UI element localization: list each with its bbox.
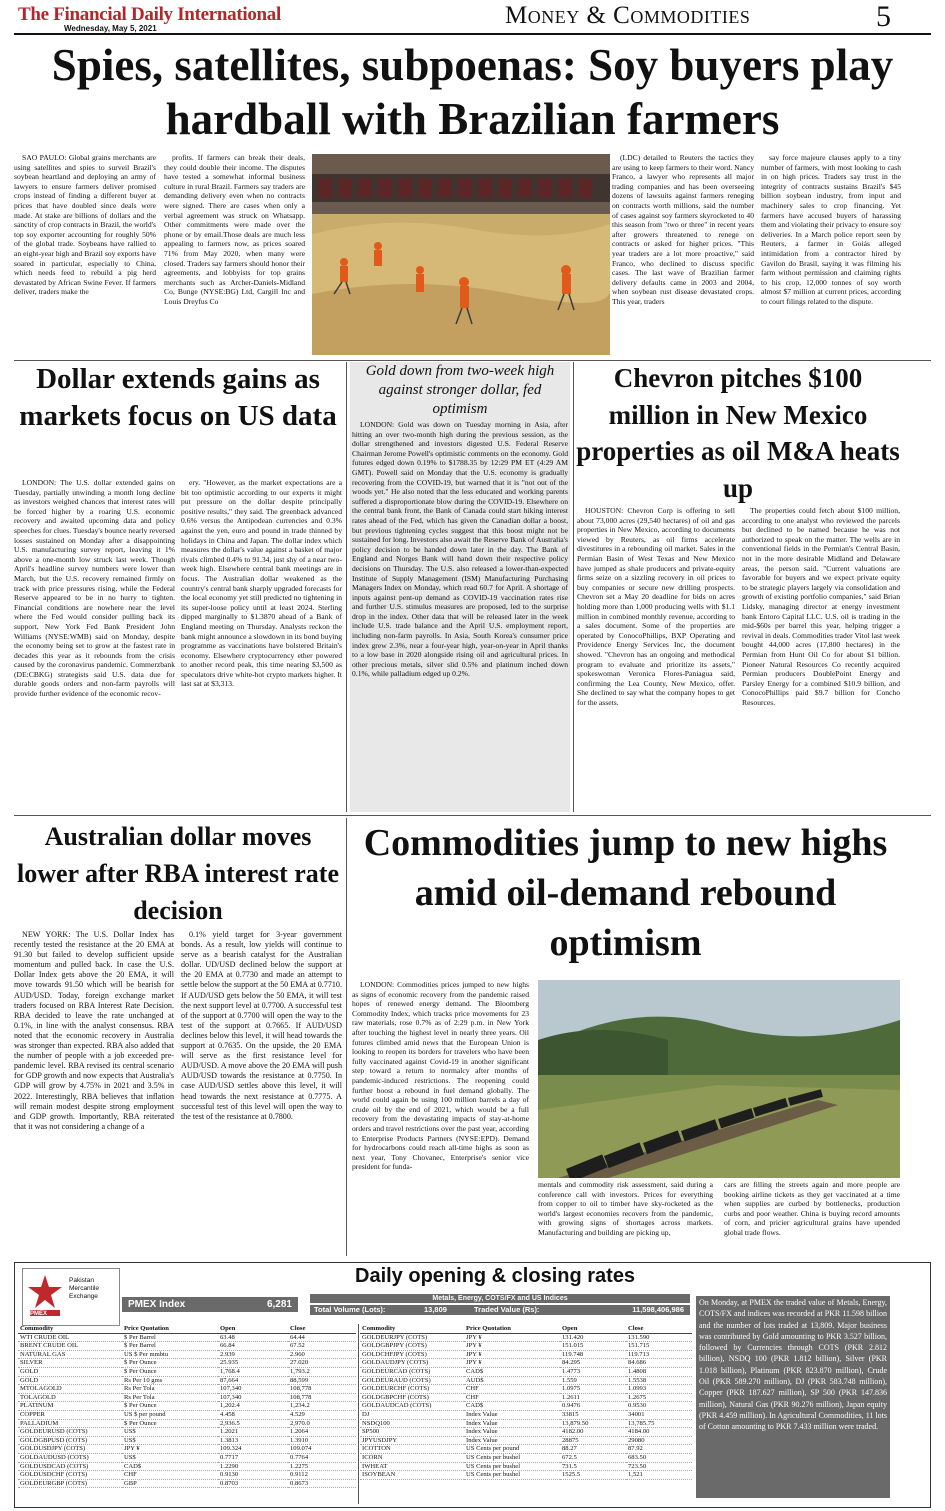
quotation-cell: Index Value: [464, 1419, 560, 1428]
table-row: [360, 1376, 692, 1385]
commodity-cell: GOLDAUDJPY (COTS): [360, 1359, 464, 1368]
tank-train-image: [538, 980, 900, 1178]
table-row: [18, 1342, 356, 1351]
close-cell: 0.9112: [288, 1471, 356, 1480]
quotation-cell: JPY ¥: [464, 1359, 560, 1368]
soy-column-2: profits. If farmers can break their deals, they could double their income. The disputes have tested a somewhat informal business culture in rural Brazil. Farmers say traders are demanding delivery even when no contracts were signed. There are cases when only a verbal agreement was struck on Whatsapp. Other commitments were made over the phone or by email.Those deals are much less appealing to farmers now, as prices soared 71% from May 2020, when many were closed. Traders say farmers should honor their agreements, and lobbyists for top grains merchants such as Archer-Daniels-Midland Co, Bunge (NYSE:BG) Ltd, Cargill Inc and Louis Dreyfus Co: [164, 153, 305, 306]
divider: [358, 1324, 359, 1504]
open-cell: 1.559: [560, 1376, 626, 1385]
soybean-warehouse-image: [312, 154, 610, 355]
quotation-cell: $ Per Ounce: [122, 1367, 218, 1376]
close-cell: 1.3910: [288, 1436, 356, 1445]
commodity-cell: GOLDEURUSD (COTS): [18, 1428, 122, 1437]
commodity-cell: GOLDCHFJPY (COTS): [360, 1350, 464, 1359]
col-close: Close: [626, 1325, 692, 1333]
commodity-cell: TOLAGOLD: [18, 1393, 122, 1402]
open-cell: 4.458: [218, 1410, 288, 1419]
table-row: [18, 1419, 356, 1428]
table-row: [18, 1393, 356, 1402]
commodities-column-2: mentals and commodity risk assessment, said during a conference call with investors. Prices for everything from copper to oil to timber have sky-rocketed as the world's largest economies recovers from the pandemic, with growing signs of shortages across markets. Manufacturing and building are picking up,: [538, 1180, 713, 1237]
quotation-cell: Rs Per Tola: [122, 1385, 218, 1394]
open-cell: 63.48: [218, 1333, 288, 1342]
table-row: [18, 1471, 356, 1480]
open-cell: 119.748: [560, 1350, 626, 1359]
close-cell: 108,778: [288, 1393, 356, 1402]
open-cell: 1525.5: [560, 1471, 626, 1480]
close-cell: 4184.00: [626, 1428, 692, 1437]
rates-table-left: [18, 1325, 356, 1488]
open-cell: 672.5: [560, 1453, 626, 1462]
table-row: [18, 1436, 356, 1445]
open-cell: 1.0975: [560, 1385, 626, 1394]
close-cell: 1,793.2: [288, 1367, 356, 1376]
commodity-cell: GOLDEURJPY (COTS): [360, 1333, 464, 1342]
quotation-cell: CAD$: [464, 1367, 560, 1376]
quotation-cell: JPY ¥: [464, 1350, 560, 1359]
dollar-column-2: ery. "However, as the market expectations are a bit too optimistic according to our experts it might put pressure on the dollar despite principally positive results," they said. The greenback advanced 0.6% versus the Antipodean currencies and 0.3% against the yen, euro and pound in trade thinned by holidays in China and Japan. The dollar index which measures the dollar's value against a basket of major rivals climbed 0.4% to 91.34, just shy of a near two-week high. Elsewhere central bank meetings are in focus. The Australian dollar weakened as the country's central bank sharply upgraded forecasts for the local economy yet still predicted no tightening in its super-loose policy until at least 2024. Sterling dipped marginally to $1.3870 ahead of a Bank of England meeting on Thursday. Analysts reckon the bank might announce a slowdown in its bond buying programme as vaccinations have bolstered Britain's economy. Elsewhere cryptocurrency ether powered to another record peak, this time nearing $3,500 as speculators drive white-hot crypto markets higher. It last sat at $3,313.: [181, 478, 342, 689]
commodity-cell: GOLDGBPCHF (COTS): [360, 1393, 464, 1402]
open-cell: 107,340: [218, 1393, 288, 1402]
open-cell: 731.5: [560, 1462, 626, 1471]
commodity-cell: IWHEAT: [360, 1462, 464, 1471]
open-cell: 0.9476: [560, 1402, 626, 1411]
close-cell: 1,521: [626, 1471, 692, 1480]
col-open: Open: [218, 1325, 288, 1333]
open-cell: 2,936.5: [218, 1419, 288, 1428]
pmex-logo-text: Pakistan Mercantile Exchange: [69, 1277, 99, 1300]
table-row: [360, 1436, 692, 1445]
chevron-column-1: HOUSTON: Chevron Corp is offering to sell about 73,000 acres (29,540 hectares) of oil and gas properties in New Mexico, according to documents viewed by Reuters, as oil firms accelerate divestitures in a rebounding oil market. Sales in the Permian Basin of West Texas and New Mexico have jumped as shale producers and private-equity firms seize on a sizzling recovery in oil prices to buy companies or secure new drilling prospects. Chevron set a May 20 deadline for bids on acres holding more than 1,000 producing wells with $1.1 million in combined monthly revenue, according to a sales document. Some of the properties are operated by ConocoPhillips, BXP Operating and Providence Energy Services Inc, the document showed. "Chevron has an ongoing and methodical program to evaluate and prioritize its assets," spokeswoman Veronica Flores-Paniagua said, confirming the Lea County, New Mexico, offer. She declined to say what the company hopes to get for the assets.: [577, 506, 735, 707]
commodity-cell: GOLDEURGBP (COTS): [18, 1479, 122, 1488]
quotation-cell: US Cents per bushel: [464, 1462, 560, 1471]
open-cell: 28875: [560, 1436, 626, 1445]
table-row: [360, 1410, 692, 1419]
commodity-cell: ISOYBEAN: [360, 1471, 464, 1480]
close-cell: 109.074: [288, 1445, 356, 1454]
close-cell: 1.4808: [626, 1367, 692, 1376]
open-cell: 2.939: [218, 1350, 288, 1359]
close-cell: 2.960: [288, 1350, 356, 1359]
open-cell: 1.4773: [560, 1367, 626, 1376]
table-row: [360, 1393, 692, 1402]
table-row: [360, 1471, 692, 1480]
soy-headline: Spies, satellites, subpoenas: Soy buyers play hardball with Brazilian farmers: [51, 40, 894, 144]
open-cell: 33815: [560, 1410, 626, 1419]
quotation-cell: $ Per Ounce: [122, 1419, 218, 1428]
aud-column-1: NEW YORK: The U.S. Dollar Index has recently tested the resistance at the 20 EMA at 91.30 but failed to develop sufficient upside momentum and pulled back. In case the U.S. Dollar Index gets above the 20 EMA, it will move towards 91.50 which will be bearish for AUD/USD. Today, foreign exchange market traders focused on RBA Interest Rate Decision. RBA decided to leave the rate unchanged at 0.1%, in line with the analyst consensus. RBA noted that the economic recovery in Australia was stronger than expected. RBA also added that the number of people with a job exceeded pre-pandemic level. RBA revised its central scenario for GDP growth and now expects that Australia's GDP will grow by 4.75% in 2021 and 3.5% in 2022. Interestingly, RBA believes that inflation will remain modest despite strong employment and GDP growth. Importantly, RBA reiterated that it was not considering a change of a: [14, 930, 174, 1131]
dollar-headline: Dollar extends gains as markets focus on US data: [19, 363, 337, 432]
commodities-column-3: cars are filling the streets again and more people are booking airline tickets as they get vaccinated at a time when supplies are curbed by bottlenecks, production curbs and poor weather. China is buying record amounts of corn, and pricier agricultural grains have upended global trade flows.: [724, 1180, 900, 1237]
table-row: [360, 1385, 692, 1394]
open-cell: 109.324: [218, 1445, 288, 1454]
traded-value-label: Traded Value (Rs):: [474, 1305, 540, 1314]
close-cell: 27.020: [288, 1359, 356, 1368]
quotation-cell: US$: [122, 1436, 218, 1445]
commodity-cell: WTI CRUDE OIL: [18, 1333, 122, 1342]
close-cell: 1.0993: [626, 1385, 692, 1394]
rates-table-right: [360, 1325, 692, 1480]
quotation-cell: Index Value: [464, 1410, 560, 1419]
close-cell: 0.8673: [288, 1479, 356, 1488]
quotation-cell: Rs Per 10 gms: [122, 1376, 218, 1385]
quotation-cell: Index Value: [464, 1436, 560, 1445]
commodity-cell: GOLDEURCHF (COTS): [360, 1385, 464, 1394]
close-cell: 1.2064: [288, 1428, 356, 1437]
table-row: [360, 1428, 692, 1437]
table-row: [18, 1350, 356, 1359]
table-row: [360, 1342, 692, 1351]
table-row: [18, 1367, 356, 1376]
quotation-cell: JPY ¥: [464, 1333, 560, 1342]
newspaper-title: The Financial Daily International: [18, 4, 281, 25]
close-cell: 683.50: [626, 1453, 692, 1462]
commodity-cell: MTOLAGOLD: [18, 1385, 122, 1394]
commodity-cell: SP500: [360, 1428, 464, 1437]
divider: [573, 362, 574, 812]
table-row: [18, 1428, 356, 1437]
commodity-cell: NSDQ100: [360, 1419, 464, 1428]
commodity-cell: GOLD: [18, 1376, 122, 1385]
close-cell: 84.686: [626, 1359, 692, 1368]
col-price-quotation: Price Quotation: [122, 1325, 218, 1333]
close-cell: 1.2275: [288, 1462, 356, 1471]
dollar-column-1: LONDON: The U.S. dollar extended gains on Tuesday, partially unwinding a month long decline as investors weighed chances that interest rates will be forced higher by a roaring U.S. economic recovery and awaited upcoming data and policy speeches for clues. Tuesday's bounce nearly reversed losses sustained on Monday after a disappointing U.S. manufacturing survey report, leaving it 1% above a one-month low struck last week. Though April's headline survey numbers were lower than March, but the U.S. recovery remained firmly on track with price pressures rising, while the Federal Reserve appeared to be in no hurry to tighten. Financial conditions are nowhere near the level where the Fed would consider pulling back its support, New York Fed Bank President John Williams (NYSE:WMB) said on Monday, despite the economy being set to grow at the fastest rate in decades this year as it rebounds from the crisis caused by the coronavirus pandemic. Commerzbank (DE:CBKG) strategists said U.S. data due for durable goods orders and non-farm payrolls will provide further evidence of the economic recov-: [14, 478, 175, 699]
oil-train-photo: [538, 980, 900, 1178]
col-commodity: Commodity: [18, 1325, 122, 1333]
page-number: 5: [876, 0, 891, 33]
quotation-cell: CHF: [122, 1471, 218, 1480]
pmex-index-label: PMEX Index: [128, 1299, 186, 1310]
table-row: [360, 1462, 692, 1471]
commodity-cell: NATURAL GAS: [18, 1350, 122, 1359]
open-cell: 1.2611: [560, 1393, 626, 1402]
soy-column-4: say force majeure clauses apply to a tiny number of farmers, with most looking to cash in on high prices. Traders say trust in the integrity of contracts sustains Brazil's $45 billion soybean industry, from input and machinery sales to crop financing. Yet farmers have accused buyers of harassing them and violating their privacy to ensure soy deliveries. In a March police report seen by Reuters, a farmer in Goiás alleged intimidation from a contractor hired by Gavilon do Brasil, saying it was filming his farm without permission and claiming rights to his crop, 12,000 tonnes of soy worth almost $7 million at current prices, according to court filings related to the dispute.: [761, 153, 901, 306]
close-cell: 4.529: [288, 1410, 356, 1419]
close-cell: 34001: [626, 1410, 692, 1419]
volume-value: 13,809: [424, 1305, 447, 1314]
quotation-cell: CAD$: [464, 1402, 560, 1411]
col-commodity: Commodity: [360, 1325, 464, 1333]
gold-headline: Gold down from two-week high against stronger dollar, fed optimism: [365, 363, 555, 417]
commodity-cell: SILVER: [18, 1359, 122, 1368]
quotation-cell: $ Per Ounce: [122, 1359, 218, 1368]
table-row: [18, 1359, 356, 1368]
close-cell: 29080: [626, 1436, 692, 1445]
commodity-cell: ICOTTON: [360, 1445, 464, 1454]
volume-bar: [310, 1305, 690, 1315]
open-cell: 66.84: [218, 1342, 288, 1351]
trading-summary-box: On Monday, at PMEX the traded value of Metals, Energy, COTS/FX and indices was recorded at PKR 11.598 billion and the number of lots traded at 13,809. Major business was contributed by Gold amounting to PKR 3.527 billion, followed by Currencies through COTS (PKR 2.812 billion), NSDQ 100 (PKR 1.812 billion), Silver (PKR 1.018 billion), Platinum (PKR 823.870 million), Crude Oil (PKR 589.270 million), DJ (PKR 583.748 million), Copper (PKR 187.627 million), SP 500 (PKR 147.836 million), Natural Gas (PKR 90.276 million), Japan equity (PKR 4.459 million). In Agricultural Commodities, 11 lots of Cotton amounting to PKR 7.433 million were traded.: [696, 1296, 890, 1498]
commodity-cell: GOLDAUDUSD (COTS): [18, 1453, 122, 1462]
col-price-quotation: Price Quotation: [464, 1325, 560, 1333]
chevron-headline: Chevron pitches $100 million in New Mexico properties as oil M&A heats up: [576, 363, 900, 503]
commodity-cell: GOLDEURAUD (COTS): [360, 1376, 464, 1385]
quotation-cell: Rs Per Tola: [122, 1393, 218, 1402]
quotation-cell: AUD$: [464, 1376, 560, 1385]
commodity-cell: COPPER: [18, 1410, 122, 1419]
pmex-index-bar: [122, 1297, 298, 1312]
quotation-cell: JPY ¥: [464, 1342, 560, 1351]
close-cell: 88,599: [288, 1376, 356, 1385]
pmex-logo: [22, 1268, 120, 1326]
quotation-cell: US Cents per bushel: [464, 1471, 560, 1480]
masthead-rule: [14, 33, 931, 35]
chevron-column-2: The properties could fetch about $100 million, according to one analyst who reviewed the parcels but declined to be named because he was not authorized to speak on the matter. The wells are in conventional fields in the Permian's Central Basin, not in the more desirable Midland and Delaware areas, the person said. "Current valuations are favorable for buyers and we expect private equity to be strategic players largely via consolidation and growth of existing portfolio companies," said Brian Lidsky, managing director at energy investment bank Entoro Capital LLC. U.S. oil is trading in the mid-$60s per barrel this year, helping trigger a revival in deals. Commodities trader Vitol last week bought 44,000 acres (17,800 hectares) in the Permian from Hunt Oil Co for about $1 billion. Pioneer Natural Resources Co recently acquired Permian producers DoublePoint Energy and Parsley Energy for a combined $10.9 billion, and ConocoPhillips paid $9.7 billion for Concho Resources.: [742, 506, 900, 707]
gold-article-body: LONDON: Gold was down on Tuesday morning in Asia, after hitting an over two-month high during the previous session, as the dollar strengthened and investors digested U.S. Federal Reserve Chairman Jerome Powell's optimistic comments on the economy. Gold futures edged down 0.19% to $1788.35 by 12:29 PM ET (4:29 AM GMT). Powell said on Monday that the U.S. economy is gradually recovering from the COVID-19, but warned that it is "not out of the woods yet." He also noted that the less educated and working parents suffered a disproportionate blow during the COVID-19. Elsewhere on the central bank front, the Bank of Canada could start hiking interest rates ahead of the Fed, which has given the Canadian dollar a boost, but previous tightening cycles suggest that this boost might not be sustained for long. Investors also await the Reserve Bank of Australia's policy decision to be handed down later in the day. The Bank of England and Norges Bank will hand down their respective policy decisions on Thursday. The U.S. also released a lower-than-expected Institute of Supply Management (ISM) Manufacturing Purchasing Managers Index on Monday, which read 60.7 for April. A shortage of inputs against pent-up demand as COVID-19 vaccination rates rise and further U.S. stimulus measures are proposed, led to the surprise drop in the index. Other data that will be released later in the week include U.S. trade balance and the April U.S. employment report, including non-farm payrolls. In Asia, South Korea's consumer price index grew 2.3%, near a four-year high, year-on-year in April thanks to a low base in 2020 alongside rising oil and agricultural prices. In other precious metals, silver slid 0.5% and platinum inched down 0.1%, while palladium edged up 0.2%.: [352, 420, 568, 679]
quotation-cell: US$: [122, 1453, 218, 1462]
table-row: [18, 1410, 356, 1419]
quotation-cell: US $ per pound: [122, 1410, 218, 1419]
quotation-cell: JPY ¥: [122, 1445, 218, 1454]
commodity-cell: GOLDGBPUSD (COTS): [18, 1436, 122, 1445]
quotation-cell: US Cents per pound: [464, 1445, 560, 1454]
commodity-cell: GOLD: [18, 1367, 122, 1376]
aud-column-2: 0.1% yield target for 3-year government bonds. As a result, low yields will continue to serve as a bearish catalyst for the Australian dollar. UD/USD declined below the support at the 20 EMA at 0.7730 and made an attempt to settle below the support at the 50 EMA at 0.7710. If AUD/USD gets below the 50 EMA, it will test the next support level at 0.7700. A successful test of the support at 0.7700 will open the way to the test of the support at 0.7665. If AUD/USD declines below this level, it will head towards the support at 0.7635. On the upside, the 20 EMA will serve as the first resistance level for AUD/USD. A move above the 20 EMA will push AUD/USD towards the resistance at 0.7750. In case AUD/USD settles above this level, it will head towards the next resistance at 0.7775. A successful test of this level will open the way to the test of the resistance at 0.7800.: [181, 930, 342, 1121]
table-row: [18, 1385, 356, 1394]
quotation-cell: CHF: [464, 1385, 560, 1394]
open-cell: 1,768.4: [218, 1367, 288, 1376]
open-cell: 0.8703: [218, 1479, 288, 1488]
open-cell: 107,340: [218, 1385, 288, 1394]
table-row: [18, 1333, 356, 1342]
pmex-logo-abbr: PMEX: [30, 1311, 48, 1317]
close-cell: 1.5538: [626, 1376, 692, 1385]
traded-value: 11,598,406,986: [632, 1305, 684, 1314]
table-row: [18, 1479, 356, 1488]
table-row: [360, 1350, 692, 1359]
divider: [346, 818, 347, 1256]
open-cell: 84.295: [560, 1359, 626, 1368]
open-cell: 0.7717: [218, 1453, 288, 1462]
open-cell: 25.935: [218, 1359, 288, 1368]
quotation-cell: US $ Per mmbtu: [122, 1350, 218, 1359]
table-row: [18, 1445, 356, 1454]
open-cell: 0.9130: [218, 1471, 288, 1480]
table-row: [360, 1445, 692, 1454]
close-cell: 2,970.0: [288, 1419, 356, 1428]
commodities-column-1: LONDON: Commodities prices jumped to new highs as signs of economic recovery from the pandemic raised hopes of renewed energy demand. The Bloomberg Commodity Index, which tracks price movements for 23 raw materials, rose 0.7% as of 2:29 p.m. in New York after touching the highest level in nearly three years. Oil futures climbed amid news that the European Union is looking to reopen its borders for travelers who have been fully vaccinated against Covid-19 in another significant step toward a return to normalcy after months of pandemic-induced restrictions. The reopening could further boost a rebound in fuel demand globally. The world could again be using 100 million barrels a day of crude oil by the end of 2021, which would be a full recovery from the devastating impacts of stay-at-home orders and travel restrictions over the past year, according to Enterprise Products Partners (NYSE:EPD). Demand for hydrocarbons could reach all-time highs as soon as next year, Tony Chovanec, Enterprise's senior vice president for funda-: [352, 980, 529, 1172]
open-cell: 4182.00: [560, 1428, 626, 1437]
commodity-cell: PALLADIUM: [18, 1419, 122, 1428]
commodity-cell: GOLDAUDCAD (COTS): [360, 1402, 464, 1411]
table-row: [360, 1367, 692, 1376]
commodity-cell: GOLDUSDCAD (COTS): [18, 1462, 122, 1471]
quotation-cell: $ Per Ounce: [122, 1402, 218, 1411]
close-cell: 131.590: [626, 1333, 692, 1342]
close-cell: 119.713: [626, 1350, 692, 1359]
open-cell: 151.015: [560, 1342, 626, 1351]
table-row: [360, 1419, 692, 1428]
close-cell: 151.715: [626, 1342, 692, 1351]
open-cell: 1.2290: [218, 1462, 288, 1471]
col-open: Open: [560, 1325, 626, 1333]
divider: [346, 362, 347, 812]
commodity-cell: GOLDGBPJPY (COTS): [360, 1342, 464, 1351]
commodity-cell: JPYUSDJPY: [360, 1436, 464, 1445]
open-cell: 131.420: [560, 1333, 626, 1342]
pmex-index-value: 6,281: [266, 1299, 292, 1310]
soy-column-1: SAO PAULO: Global grains merchants are using satellites and spies to surveil Brazil's soybean heartland and deploying an army of lawyers to ensure farmers deliver promised crops instead of finding a different buyer at prices that have doubled since deals were made. At stake are billions of dollars and the sanctity of crop contracts in Brazil, the world's top soy exporter accounting for roughly 50% of the global trade. Soybeans have rallied to an eight-year high and Brazil soy exports have soared in particular, especially to China, which needs feed to rebuild a pig herd devastated by African Swine Fever. If farmers deliver, traders make the: [14, 153, 156, 297]
close-cell: 0.7764: [288, 1453, 356, 1462]
quotation-cell: $ Per Barrel: [122, 1333, 218, 1342]
close-cell: 87.92: [626, 1445, 692, 1454]
open-cell: 1.3813: [218, 1436, 288, 1445]
close-cell: 723.50: [626, 1462, 692, 1471]
section-title: Money & Commodities: [505, 2, 751, 29]
close-cell: 108,778: [288, 1385, 356, 1394]
table-row: [18, 1376, 356, 1385]
open-cell: 1.2021: [218, 1428, 288, 1437]
table-row: [18, 1453, 356, 1462]
table-row: [360, 1402, 692, 1411]
quotation-cell: US$: [122, 1428, 218, 1437]
masthead: [18, 4, 281, 33]
commodity-cell: PLATINUM: [18, 1402, 122, 1411]
aud-headline: Australian dollar moves lower after RBA interest rate decision: [16, 822, 339, 925]
commodities-headline: Commodities jump to new highs amid oil-demand rebound optimism: [363, 822, 888, 964]
close-cell: 1,234.2: [288, 1402, 356, 1411]
rates-title: Daily opening & closing rates: [355, 1265, 636, 1287]
commodity-cell: GOLDUSDJPY (COTS): [18, 1445, 122, 1454]
quotation-cell: CHF: [464, 1393, 560, 1402]
quotation-cell: CAD$: [122, 1462, 218, 1471]
quotation-cell: GBP: [122, 1479, 218, 1488]
quotation-cell: US Cents per bushel: [464, 1453, 560, 1462]
close-cell: 67.52: [288, 1342, 356, 1351]
close-cell: 64.44: [288, 1333, 356, 1342]
col-close: Close: [288, 1325, 356, 1333]
soybean-workers-photo: [312, 154, 610, 355]
commodity-cell: GOLDUSDCHF (COTS): [18, 1471, 122, 1480]
divider: [14, 815, 931, 816]
close-cell: 1.2675: [626, 1393, 692, 1402]
open-cell: 1,202.4: [218, 1402, 288, 1411]
table-row: [18, 1462, 356, 1471]
quotation-cell: Index Value: [464, 1428, 560, 1437]
table-row: [18, 1402, 356, 1411]
metals-label-bar: Metals, Energy, COTS/FX and US Indices: [310, 1294, 690, 1303]
commodity-cell: ICORN: [360, 1453, 464, 1462]
open-cell: 88.27: [560, 1445, 626, 1454]
issue-date: Wednesday, May 5, 2021: [64, 24, 157, 33]
table-row: [360, 1453, 692, 1462]
commodity-cell: GOLDEURCAD (COTS): [360, 1367, 464, 1376]
soy-column-3: (LDC) detailed to Reuters the tactics they are using to keep farmers to their word. Nancy Franco, a lawyer who represents all major trading companies and has been overseeing dozens of lawsuits against farmers reneging on contracts worth millions, said the number of cases against soy farmers skyrocketed to 40 this season from "two or three" in recent years after growers threatened to renege on contracts or asked for higher prices. "This year traders are a lot more proactive," said Franco, who declined to discuss specific cases. The last wave of Brazilian farmer delivery defaults came in 2003 and 2004, when soybean rust disease devastated crops. This year, traders: [612, 153, 754, 306]
close-cell: 13,785.75: [626, 1419, 692, 1428]
table-row: [360, 1333, 692, 1342]
open-cell: 87,664: [218, 1376, 288, 1385]
commodity-cell: BRENT CRUDE OIL: [18, 1342, 122, 1351]
open-cell: 13,879.50: [560, 1419, 626, 1428]
close-cell: 0.9530: [626, 1402, 692, 1411]
commodity-cell: DJ: [360, 1410, 464, 1419]
table-row: [360, 1359, 692, 1368]
quotation-cell: $ Per Barrel: [122, 1342, 218, 1351]
volume-label: Total Volume (Lots):: [314, 1305, 386, 1314]
